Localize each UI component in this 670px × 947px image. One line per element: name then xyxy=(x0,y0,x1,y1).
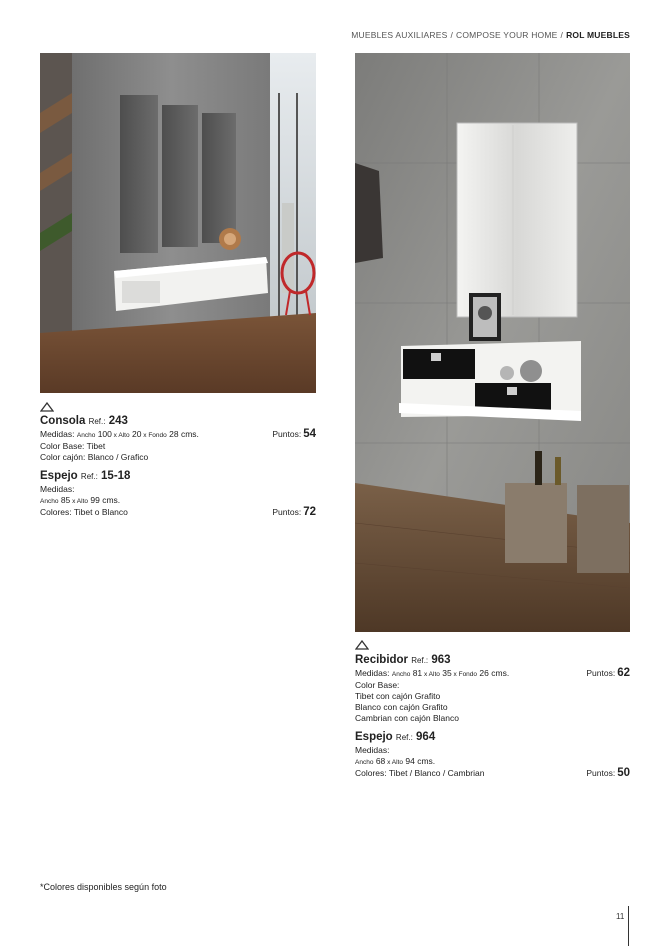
consola-medidas-row: Medidas: Ancho 100 x Alto 20 x Fondo 28 cms. Puntos: 54 xyxy=(40,428,316,440)
espejo-left-puntos: Puntos: 72 xyxy=(272,506,316,518)
recibidor-title: Recibidor Ref.: 963 xyxy=(355,654,451,666)
recibidor-color-base: Color Base: xyxy=(355,680,400,690)
recibidor-color-option-3: Cambrian con cajón Blanco xyxy=(355,713,459,723)
triangle-icon xyxy=(40,402,54,412)
espejo-left-medidas-label: Medidas: xyxy=(40,484,75,494)
footnote: *Colores disponibles según foto xyxy=(40,882,167,892)
consola-photo xyxy=(40,53,316,393)
consola-title: Consola Ref.: 243 xyxy=(40,415,128,427)
espejo-left-title: Espejo Ref.: 15-18 xyxy=(40,470,131,482)
espejo-right-puntos: Puntos: 50 xyxy=(586,767,630,779)
header-section-compose: COMPOSE YOUR HOME xyxy=(456,30,558,40)
espejo-right-title: Espejo Ref.: 964 xyxy=(355,731,436,743)
consola-info xyxy=(40,414,316,518)
recibidor-medidas-row: Medidas: Ancho 81 x Alto 35 x Fondo 26 cms. Puntos: 62 xyxy=(355,667,630,679)
consola-puntos: Puntos: 54 xyxy=(272,428,316,440)
header-section-auxiliares: MUEBLES AUXILIARES xyxy=(351,30,448,40)
espejo-right-medidas: Ancho 68 x Alto 94 cms. xyxy=(355,756,436,766)
espejo-right-medidas-label: Medidas: xyxy=(355,745,390,755)
page-number: 11 xyxy=(616,912,625,921)
espejo-left-colores-row: Colores: Tibet o Blanco Puntos: 72 xyxy=(40,506,316,518)
espejo-left-medidas: Ancho 85 x Alto 99 cms. xyxy=(40,495,121,505)
consola-color-base: Color Base: Tibet xyxy=(40,441,106,451)
page-divider xyxy=(628,906,629,946)
consola-color-cajon: Color cajón: Blanco / Grafico xyxy=(40,452,149,462)
recibidor-photo xyxy=(355,53,630,632)
triangle-icon xyxy=(355,640,369,650)
recibidor-info xyxy=(355,653,630,779)
page-header: MUEBLES AUXILIARES / COMPOSE YOUR HOME / ROL MUEBLES xyxy=(351,30,630,40)
recibidor-color-option-1: Tibet con cajón Grafito xyxy=(355,691,441,701)
recibidor-puntos: Puntos: 62 xyxy=(586,667,630,679)
espejo-right-colores-row: Colores: Tibet / Blanco / Cambrian Puntos: 50 xyxy=(355,767,630,779)
header-brand: ROL MUEBLES xyxy=(566,30,630,40)
recibidor-color-option-2: Blanco con cajón Grafito xyxy=(355,702,448,712)
